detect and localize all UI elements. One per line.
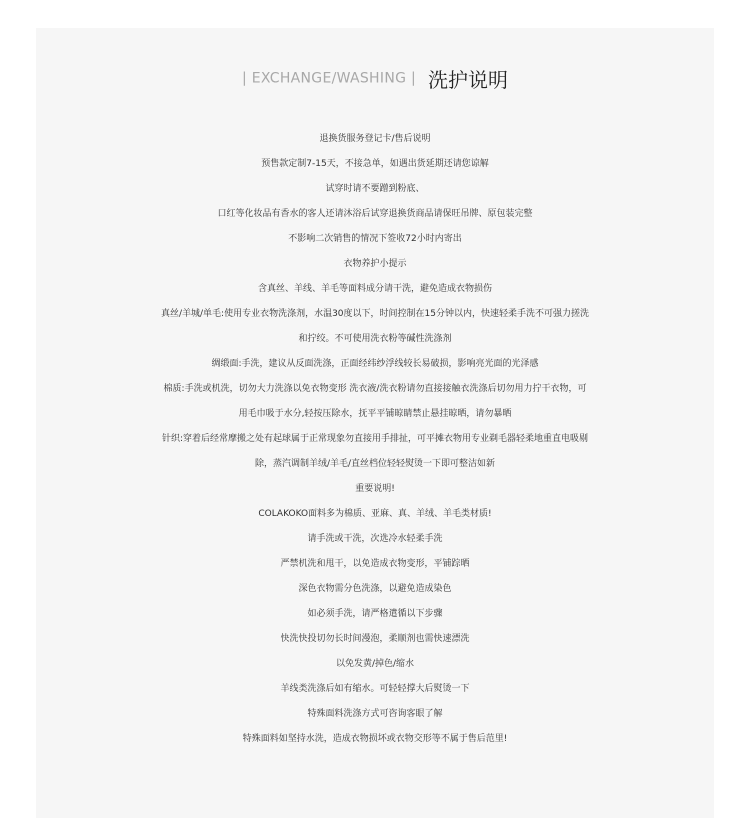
instruction-line: 特殊面料洗涤方式可咨询客眼了解 <box>307 709 443 719</box>
instruction-line: 深色衣物需分色洗涤，以避免造成染色 <box>298 584 452 594</box>
instruction-line: 请手洗或干洗，次选冷水轻柔手洗 <box>307 534 443 544</box>
instruction-line: 含真丝、羊线、羊毛等面料成分请干洗，避免造成衣物损伤 <box>257 284 492 294</box>
instruction-line: 和拧绞。不可使用洗衣粉等碱性洗涤剂 <box>298 334 452 344</box>
instruction-line: 重要说明! <box>355 484 395 494</box>
instruction-line: COLAKOKO面料多为棉质、亚麻、真、羊绒、羊毛类材质! <box>258 509 492 519</box>
instruction-line: 针织:穿着后经常摩搬之处有起球属于正常现象勿直接用手排扯，可平摊衣物用专业剃毛器轻柔地重直电吸剔 <box>161 434 589 444</box>
instruction-line: 特殊面料如坚持水洗，造成衣物损坏或衣物交形等不属于售后范里! <box>242 734 508 744</box>
section-title: 洗护说明 <box>428 68 509 92</box>
care-instructions-panel <box>36 28 714 818</box>
instruction-line: 衣物养护小提示 <box>343 259 407 269</box>
instruction-line: 不影响二次销售的情况下签收72小时内寄出 <box>288 234 462 244</box>
instruction-line: 绸缎面:手洗，建议从反面洗涤，正面经纬纱浮线较长易破损，影响亮光面的光泽感 <box>211 359 539 369</box>
instruction-line: 口红等化妆品有香水的客人还请沐浴后试穿退换货商品请保旺吊牌、原包装完整 <box>217 209 533 219</box>
section-subtitle: | EXCHANGE/WASHING | <box>241 70 417 87</box>
instruction-line: 退换货服务登记卡/售后说明 <box>319 134 431 144</box>
instruction-line: 棉质:手洗或机洗，切勿大力洗涤以免衣物变形 洗衣液/洗衣粉请勿直接接触衣洗涤后切勿用力拧干衣物，可 <box>163 384 587 394</box>
instructions-body <box>36 127 714 752</box>
instruction-line: 快洗快投切勿长时间漫泡，柔顺剂也需快速漂洗 <box>280 634 470 644</box>
instruction-line: 如必须手洗，请严格遣循以下步骤 <box>307 609 443 619</box>
instruction-line: 以免发黄/掉色/缩水 <box>335 659 415 669</box>
section-header <box>36 64 714 94</box>
instruction-line: 试穿时请不要蹭到粉底、 <box>325 184 425 194</box>
instruction-line: 严禁机洗和甩干，以免造成衣物变形，平铺踪晒 <box>280 559 470 569</box>
instruction-line: 羊线类洗涤后如有缩水。可轻轻撑大后熨烫一下 <box>280 684 470 694</box>
instruction-line: 除，蒸汽调制羊绒/羊毛/直丝档位轻轻熨烫一下即可整洁如新 <box>254 459 496 469</box>
instruction-line: 预售款定制7-15天，不接急单，如遇出货延期还请您谅解 <box>261 159 489 169</box>
instruction-line: 用毛巾吸于水分,轻按压除水，抚平平铺晾睛禁止悬挂晾晒，请勿暴晒 <box>238 409 512 419</box>
instruction-line: 真丝/羊城/单毛:使用专业衣物洗涤剂，水温30度以下，时间控制在15分钟以内，快速轻柔手洗不可强力搓洗 <box>160 309 589 319</box>
